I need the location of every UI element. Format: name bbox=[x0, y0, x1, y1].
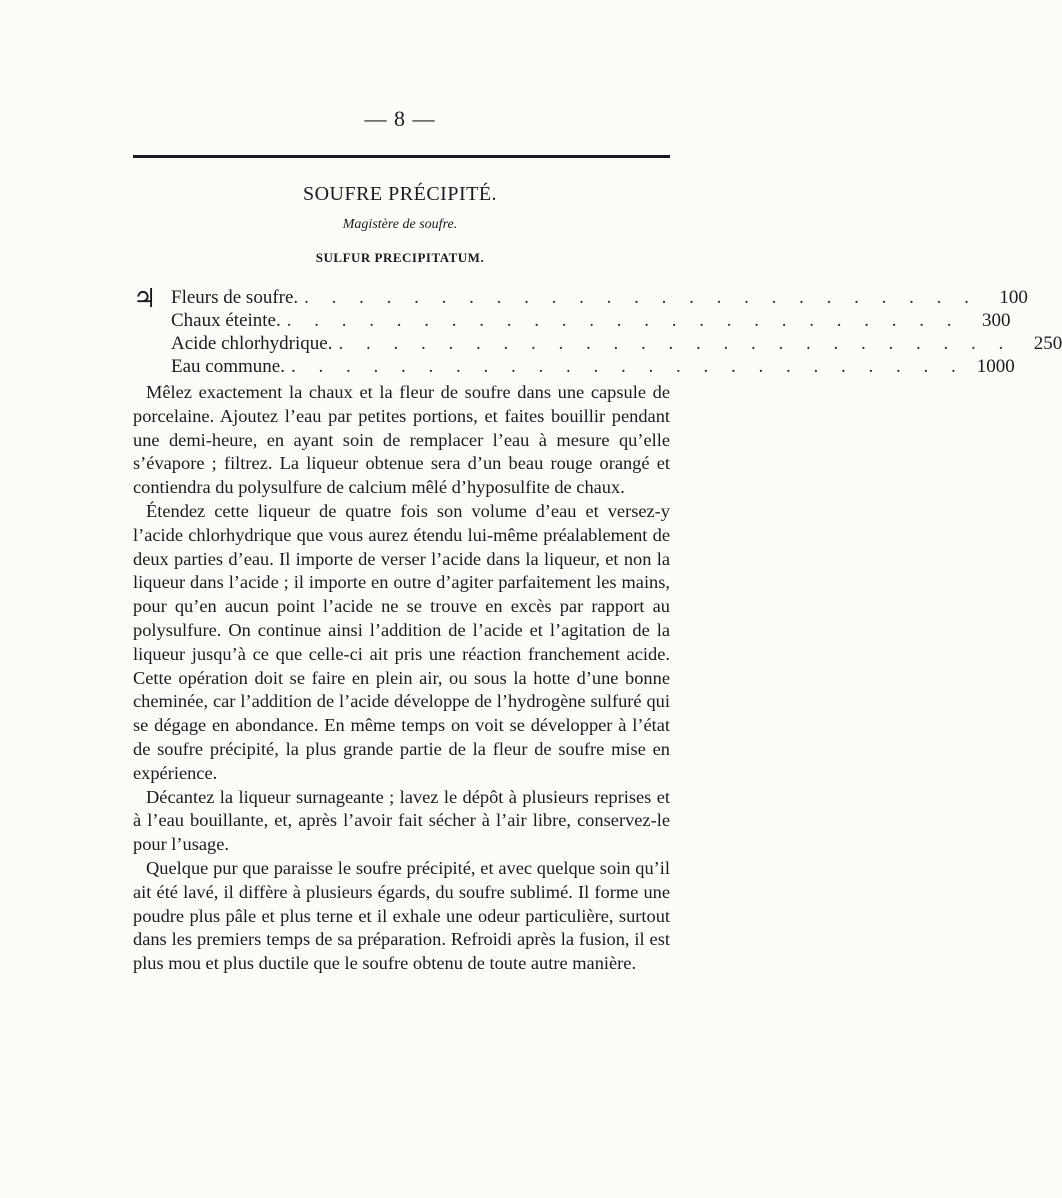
ingredient-row bbox=[133, 332, 1062, 355]
section-subtitle: Magistère de soufre. bbox=[342, 217, 458, 232]
ingredient-name: Acide chlorhydrique. bbox=[171, 333, 333, 354]
paragraph: Mêlez exactement la chaux et la fleur de soufre dans une capsule de porcelaine. Ajoutez l’eau par petites portions, et faites bouillir pendant une demi-heure, en ayant soin de remplacer l’eau à mesure qu’elle s’évapore ; filtrez. La liqueur obtenue sera d’un beau rouge orangé et contiendra du polysulfure de calcium mêlé d’hyposulfite de chaux. bbox=[133, 382, 670, 498]
ingredient-row bbox=[133, 309, 1011, 332]
body-text bbox=[133, 381, 670, 976]
paragraph: Étendez cette liqueur de quatre fois son volume d’eau et versez-y l’acide chlorhydrique que vous aurez étendu lui-même préalablement de deux parties d’eau. Il importe de verser l’acide dans la liqueur, et non la liqueur dans l’acide ; il importe en outre d’agiter parfaitement les mains, pour qu’en aucun point l’acide ne se trouve en excès par rapport au polysulfure. On continue ainsi l’addition de l’acide et l’agitation de la liqueur jusqu’à ce que celle-ci ait pris une réaction franchement acide. Cette opération doit se faire en plein air, ou sous la hotte d’une bonne cheminée, car l’addition de l’acide développe de l’hydrogène sulfuré qui se dégage en abondance. En même temps on voit se développer à l’état de soufre précipité, la plus grande partie de la fleur de soufre mise en expérience. bbox=[133, 500, 670, 783]
leader-dots: . . . . . . . . . . . . . . . . . . . . . . . . . bbox=[338, 333, 1013, 354]
header-rule bbox=[133, 155, 670, 158]
recipe-symbol-icon: ♃ bbox=[133, 284, 157, 313]
page-number: — 8 — bbox=[364, 106, 436, 131]
ingredient-name: Fleurs de soufre. bbox=[171, 287, 299, 308]
ingredient-quantity: 300 bbox=[982, 310, 1011, 331]
section-title: SOUFRE PRÉCIPITÉ. bbox=[302, 183, 498, 205]
ingredient-row bbox=[133, 286, 1028, 309]
paragraph: Quelque pur que paraisse le soufre précipité, et avec quelque soin qu’il ait été lavé, il diffère à plusieurs égards, du soufre sublimé. Il forme une poudre plus pâle et plus terne et il exhale une odeur particulière, surtout dans les premiers temps de sa préparation. Refroidi après la fusion, il est plus mou et plus ductile que le soufre obtenu de toute autre manière. bbox=[133, 857, 670, 974]
ingredient-quantity: 250 bbox=[1033, 333, 1062, 354]
paragraph: Décantez la liqueur surnageante ; lavez le dépôt à plusieurs reprises et à l’eau bouillante, et, après l’avoir fait sécher à l’air libre, conservez-le pour l’usage. bbox=[133, 786, 670, 855]
ingredient-row bbox=[133, 355, 1015, 378]
ingredient-name: Eau commune. bbox=[171, 356, 285, 377]
leader-dots: . . . . . . . . . . . . . . . . . . . . . . . . . bbox=[286, 310, 961, 331]
leader-dots: . . . . . . . . . . . . . . . . . . . . . . . . . bbox=[304, 287, 978, 308]
ingredient-name: Chaux éteinte. bbox=[171, 310, 281, 331]
ingredient-quantity: 100 bbox=[999, 287, 1028, 308]
leader-dots: . . . . . . . . . . . . . . . . . . . . . . . . . bbox=[290, 356, 965, 377]
ingredient-quantity: 1000 bbox=[976, 356, 1015, 377]
latin-name: SULFUR PRECIPITATUM. bbox=[315, 250, 485, 265]
recipe-list bbox=[133, 284, 1062, 378]
